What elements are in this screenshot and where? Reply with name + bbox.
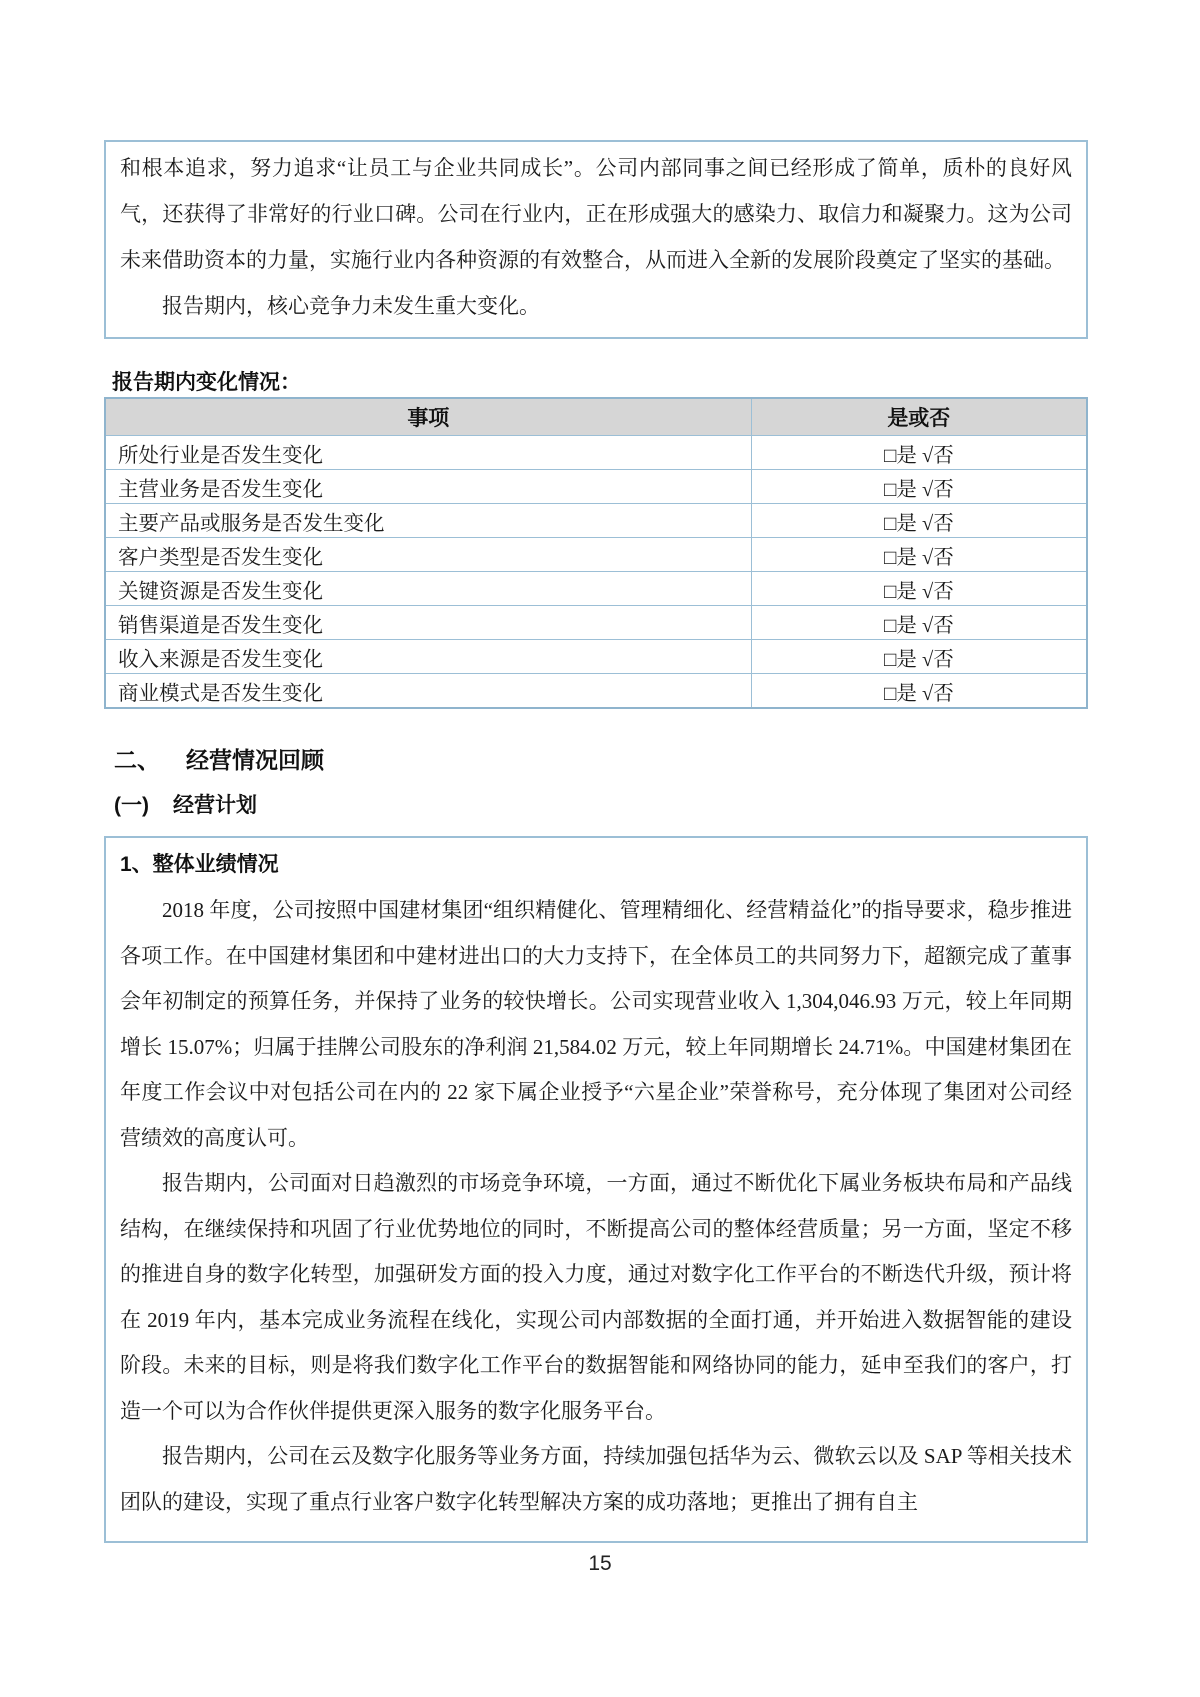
table-row — [105, 470, 1087, 504]
performance-box-heading: 1、整体业绩情况 — [120, 853, 279, 876]
yes-no-answer: □是 √否 — [751, 674, 1087, 709]
section-heading-operations-review — [114, 742, 324, 775]
core-competitiveness-box — [104, 140, 1088, 339]
table-row — [105, 606, 1087, 640]
subsection-heading-business-plan — [114, 789, 257, 819]
section-title: 经营情况回顾 — [186, 747, 324, 773]
subsection-title: 经营计划 — [173, 794, 257, 817]
continuation-paragraph: 和根本追求，努力追求“让员工与企业共同成长”。公司内部同事之间已经形成了简单，质朴的良好风气，还获得了非常好的行业口碑。公司在行业内，正在形成强大的感染力、取信力和凝聚力。这为公司未来借助资本的力量，实施行业内各种资源的有效整合，从而进入全新的发展阶段奠定了坚实的基础。 — [120, 156, 1072, 272]
overall-performance-box — [104, 836, 1088, 1543]
section-numeral: 二、 — [114, 747, 160, 773]
table-row — [105, 504, 1087, 538]
performance-paragraph: 2018 年度，公司按照中国建材集团“组织精健化、管理精细化、经营精益化”的指导要求，稳步推进各项工作。在中国建材集团和中建材进出口的大力支持下，在全体员工的共同努力下，超额完成了董事会年初制定的预算任务，并保持了业务的较快增长。公司实现营业收入 1,304,046.93 万元，较上年同期增长 15.07%；归属于挂牌公司股东的净利润 21,584.02 万元，较上年同期增长 24.71%。中国建材集团在年度工作会议中对包括公司在内的 22 家下属企业授予“六星企业”荣誉称号，充分体现了集团对公司经营绩效的高度认可。 — [120, 898, 1072, 1150]
table-header-row — [105, 398, 1087, 436]
change-item-label: 销售渠道是否发生变化 — [105, 606, 751, 640]
change-item-label: 主要产品或服务是否发生变化 — [105, 504, 751, 538]
yes-no-answer: □是 √否 — [751, 470, 1087, 504]
no-major-change-paragraph: 报告期内，核心竞争力未发生重大变化。 — [162, 294, 540, 318]
performance-paragraph: 报告期内，公司面对日趋激烈的市场竞争环境，一方面，通过不断优化下属业务板块布局和产品线结构，在继续保持和巩固了行业优势地位的同时，不断提高公司的整体经营质量；另一方面，坚定不移的推进自身的数字化转型，加强研发方面的投入力度，通过对数字化工作平台的不断迭代升级，预计将在 2019 年内，基本完成业务流程在线化，实现公司内部数据的全面打通，并开始进入数据智能的建设阶段。未来的目标，则是将我们数字化工作平台的数据智能和网络协同的能力，延申至我们的客户，打造一个可以为合作伙伴提供更深入服务的数字化服务平台。 — [120, 1171, 1072, 1423]
changes-table — [104, 397, 1088, 709]
table-row — [105, 674, 1087, 709]
yes-no-answer: □是 √否 — [751, 572, 1087, 606]
change-item-label: 收入来源是否发生变化 — [105, 640, 751, 674]
change-item-label: 关键资源是否发生变化 — [105, 572, 751, 606]
change-item-label: 所处行业是否发生变化 — [105, 436, 751, 470]
change-item-label: 商业模式是否发生变化 — [105, 674, 751, 709]
changes-section-label: 报告期内变化情况： — [112, 371, 301, 394]
change-item-label: 客户类型是否发生变化 — [105, 538, 751, 572]
yes-no-answer: □是 √否 — [751, 606, 1087, 640]
yes-no-answer: □是 √否 — [751, 504, 1087, 538]
yes-no-answer: □是 √否 — [751, 538, 1087, 572]
page-number: 15 — [588, 1552, 612, 1575]
column-header-yes-or-no: 是或否 — [751, 398, 1087, 436]
table-row — [105, 538, 1087, 572]
table-row — [105, 572, 1087, 606]
yes-no-answer: □是 √否 — [751, 640, 1087, 674]
subsection-numeral: (一) — [114, 794, 149, 817]
column-header-item: 事项 — [105, 398, 751, 436]
yes-no-answer: □是 √否 — [751, 436, 1087, 470]
performance-paragraph: 报告期内，公司在云及数字化服务等业务方面，持续加强包括华为云、微软云以及 SAP 等相关技术团队的建设，实现了重点行业客户数字化转型解决方案的成功落地；更推出了拥有自主 — [120, 1444, 1072, 1514]
table-row — [105, 640, 1087, 674]
change-item-label: 主营业务是否发生变化 — [105, 470, 751, 504]
table-row — [105, 436, 1087, 470]
